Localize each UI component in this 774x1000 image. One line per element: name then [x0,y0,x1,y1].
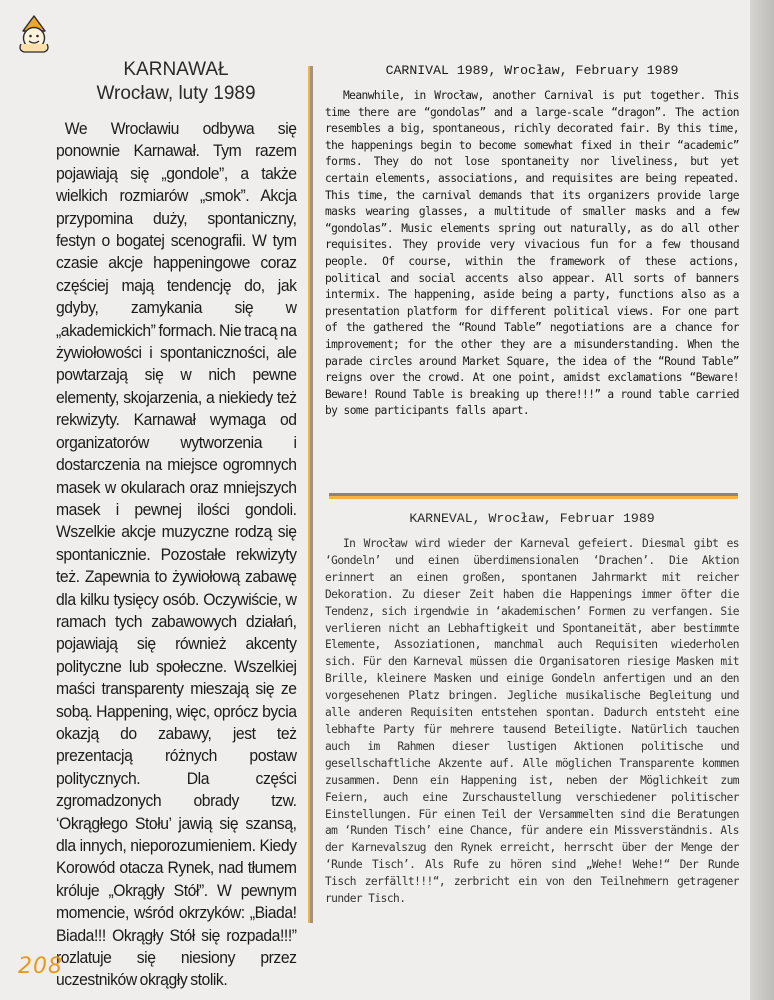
polish-title [56,58,296,106]
horizontal-divider [329,493,738,499]
german-title: KARNEVAL, Wrocław, Februar 1989 [409,511,655,526]
dwarf-mascot-icon [15,14,53,54]
polish-title-line1: KARNAWAŁ [123,59,229,80]
polish-body-text: We Wrocławiu odbywa się ponownie Karnawał. Tym razem pojawiają się „gondole”, a także wielkich rozmiarów „smok”. Akcja przypomina duży, spontaniczny, festyn o bogatej scenografii. W tym czasie akcje happeningowe coraz częściej mają tendencję do, jak gdyby, zamykania się w „akademickich” formach. Nie tracą na żywiołowości i spontaniczności, ale powtarzają się w nich pewne elementy, skojarzenia, a niekiedy też rekwizyty. Karnawał wymaga od organizatorów wytworzenia i dostarczenia na miejsce ogromnych masek w okularach oraz mniejszych masek i pewnej ilości gondoli. Wszelkie akcje muzyczne rodzą się spontanicznie. Pozostałe rekwizyty też. Zapewnia to żywiołową zabawę dla kilku tysięcy osób. Oczywiście, w ramach tych zabawowych działań, pojawiają się również akcenty polityczne lub społeczne. Wszelkiej maści transparenty mieszają się ze sobą. Happening, więc, oprócz bycia okazją do zabawy, jest też prezentacją różnych postaw politycznych. Dla części zgromadzonych obrady tzw. ‘Okrągłego Stołu’ jawią się szansą, dla innych, nieporozumieniem. Kiedy Korowód otacza Rynek, nad tłumem króluje „Okrągły Stół”. W pewnym momencie, wśród okrzyków: „Biada! Biada!!! Okrągły Stół się rozpada!!!” rozlatuje się niesiony przez uczestników okrągły stolik. [56,120,297,990]
page-number: 208 [18,954,63,979]
polish-title-line2: Wrocław, luty 1989 [96,83,256,104]
polish-column [56,58,296,992]
english-title: CARNIVAL 1989, Wrocław, February 1989 [385,63,679,78]
english-body-text: Meanwhile, in Wrocław, another Carnival is put together. This time there are “gondolas” and a large-scale “dragon”. The action resembles a big, spontaneous, richly decorated fair. By this time, the happenings begin to become somewhat fixed in their “academic” forms. They do not lose spontaneity nor liveliness, but yet certain elements, associations, and requisites are being repeated. This time, the carnival demands that its organizers provide large masks wearing glasses, a multitude of smaller masks and a few “gondolas”. Music elements spring out naturally, as do all other requisites. They provide very vivacious fun for a few thousand people. Of course, within the framework of these actions, political and social accents also appear. All sorts of banners intermix. The happening, aside being a party, functions also as a presentation platform for different political views. For one part of the gathered the “Round Table” negotiations are a chance for improvement; for the other they are a misunderstanding. When the parade circles around Market Square, the idea of the “Round Table” reigns over the crowd. At one point, amidst exclamations “Beware! Beware! Round Table is breaking up there!!!” a round table carried by some participants falls apart. [325,89,739,418]
german-block [325,510,739,908]
vertical-divider [308,66,313,923]
english-block [325,62,739,420]
german-body-text: In Wrocław wird wieder der Karneval gefeiert. Diesmal gibt es ‘Gondeln’ und einen überdimensionalen ‘Drachen’. Die Aktion erinnert an einen großen, spontanen Jahrmarkt mit reicher Dekoration. Zu dieser Zeit haben die Happenings immer öfter die Tendenz, sich irgendwie in ‘akademischen’ Formen zu verfangen. Sie verlieren nicht an Lebhaftigkeit und Spontaneität, aber bestimmte Elemente, Assoziationen, manchmal auch Requisiten wiederholen sich. Für den Karneval müssen die Organisatoren riesige Masken mit Brille, kleinere Masken und einige Gondeln anfertigen und an den vorgesehenen Platz bringen. Jegliche musikalische Begleitung und alle anderen Requisiten entstehen spontan. Dadurch entsteht eine lebhafte Party für mehrere tausend Beteiligte. Natürlich tauchen auch im Rahmen dieser lustigen Aktionen politische und gesellschaftliche Akzente auf. Alle möglichen Transparente kommen zusammen. Denn ein Happening ist, neben der Möglichkeit zum Feiern, auch eine Zurschaustellung verschiedener politischer Einstellungen. Für einen Teil der Versammelten sind die Beratungen am ‘Runden Tisch’ eine Chance, für andere ein Missverständnis. Als der Karnevalszug den Rynek erreicht, herrscht über der Menge der ‘Runde Tisch’. Als Rufe zu hören sind „Wehe! Wehe!“ Der Runde Tisch zerfällt!!!“, zerbricht ein von den Teilnehmern getragener runder Tisch. [325,537,739,906]
page-edge-strip [750,0,774,1000]
